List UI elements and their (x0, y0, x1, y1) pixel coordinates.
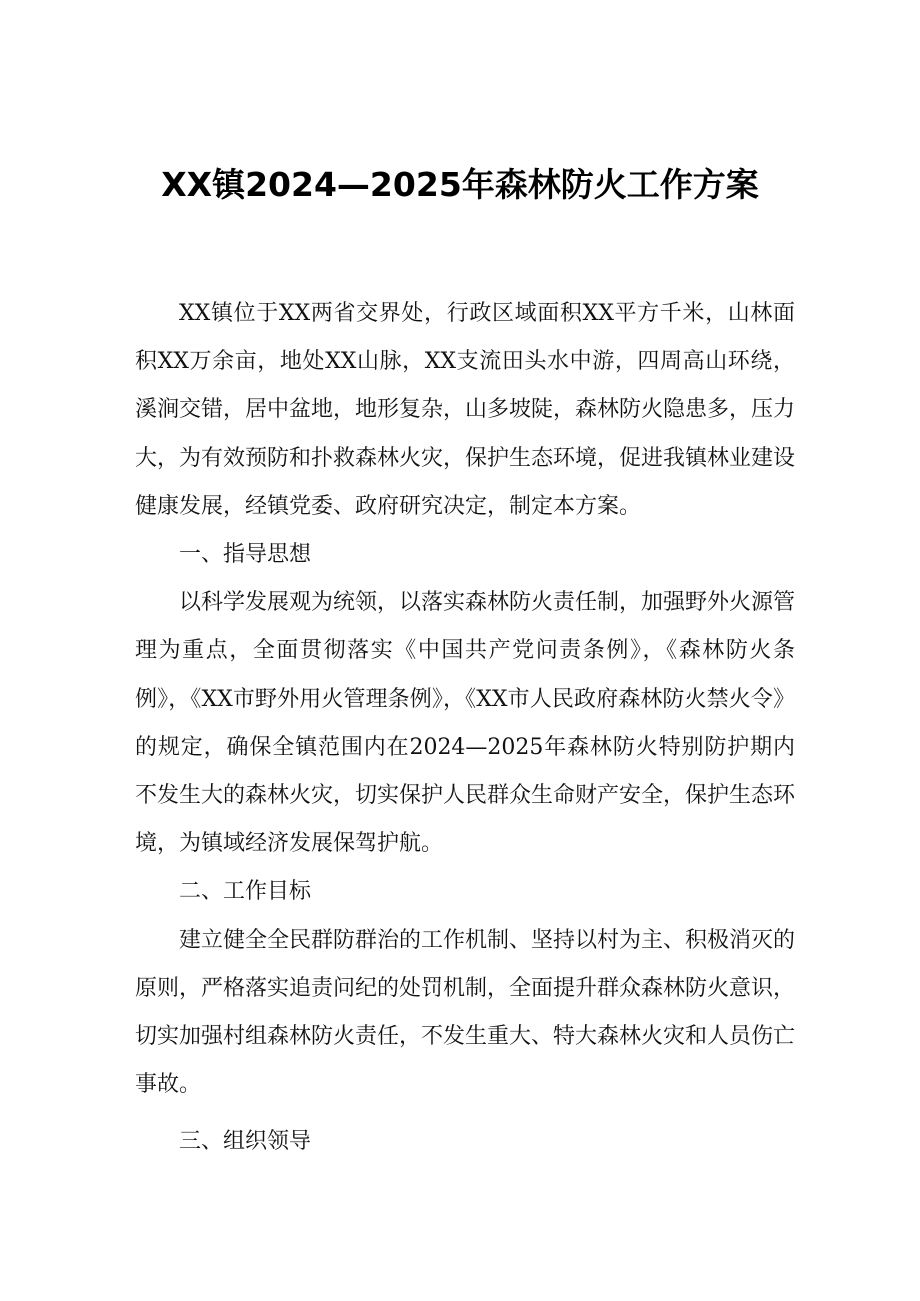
document-body (135, 290, 795, 1167)
section-heading-guiding-ideology: 一、指导思想 (179, 542, 312, 568)
section-heading-work-goals: 二、工作目标 (179, 879, 312, 905)
document-title: XX镇2024—2025年森林防火工作方案 (161, 165, 759, 204)
section-heading-organization: 三、组织领导 (179, 1129, 312, 1155)
guiding-ideology-paragraph: 以科学发展观为统领，以落实森林防火责任制，加强野外火源管理为重点，全面贯彻落实《中国共产党问责条例》，《森林防火条例》，《XX市野外用火管理条例》，《XX市人民政府森林防火禁火令》的规定，确保全镇范围内在2024—2025年森林防火特别防护期内不发生大的森林火灾，切实保护人民群众生命财产安全，保护生态环境，为镇域经济发展保驾护航。 (135, 590, 796, 857)
intro-paragraph: XX镇位于XX两省交界处，行政区域面积XX平方千米，山林面积XX万余亩，地处XX山脉，XX支流田头水中游，四周高山环绕，溪涧交错，居中盆地，地形复杂，山多坡陡，森林防火隐患多，压力大，为有效预防和扑救森林火灾，保护生态环境，促进我镇林业建设健康发展，经镇党委、政府研究决定，制定本方案。 (135, 301, 796, 519)
work-goals-paragraph: 建立健全全民群防群治的工作机制、坚持以村为主、积极消灭的原则，严格落实追责问纪的处罚机制，全面提升群众森林防火意识，切实加强村组森林防火责任，不发生重大、特大森林火灾和人员伤亡事故。 (135, 927, 796, 1098)
